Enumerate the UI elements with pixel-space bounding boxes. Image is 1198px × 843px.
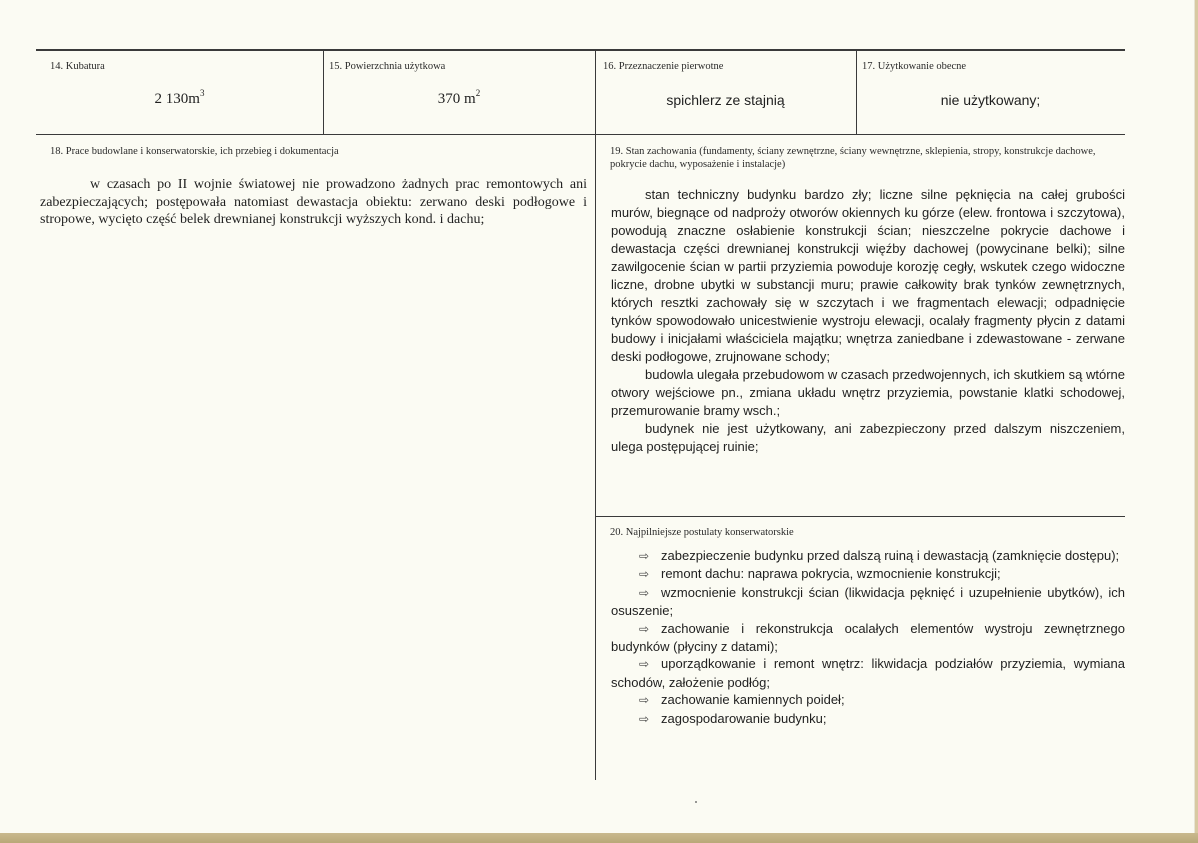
postulat-item bbox=[611, 691, 1125, 709]
postulat-item bbox=[611, 547, 1125, 565]
postulat-text: zagospodarowanie budynku; bbox=[661, 710, 827, 726]
top-rule bbox=[36, 49, 1125, 51]
powierzchnia-value bbox=[323, 88, 595, 108]
kubatura-label: 14. Kubatura bbox=[50, 61, 105, 72]
stan-paragraph-3: budynek nie jest użytkowany, ani zabezpieczony przed dalszym niszczeniem, ulega postępującej ruinie; bbox=[611, 421, 1125, 454]
postulat-text: wzmocnienie konstrukcji ścian (likwidacja pęknięć i uzupełnienie ubytków), ich osuszenie; bbox=[611, 584, 1125, 619]
prace-label: 18. Prace budowlane i konserwatorskie, ich przebieg i dokumentacja bbox=[50, 146, 339, 157]
postulat-item bbox=[611, 565, 1125, 583]
kubatura-unit-exponent: 3 bbox=[199, 88, 205, 98]
section-20-rule bbox=[595, 516, 1125, 517]
postulat-text: remont dachu: naprawa pokrycia, wzmocnienie konstrukcji; bbox=[661, 566, 1001, 582]
kubatura-value bbox=[36, 88, 323, 108]
powierzchnia-label: 15. Powierzchnia użytkowa bbox=[329, 61, 446, 72]
postulat-item bbox=[611, 710, 1125, 728]
powierzchnia-number: 370 m bbox=[437, 91, 476, 107]
paper-edge bbox=[0, 833, 1198, 843]
postulat-text: zachowanie kamiennych poideł; bbox=[661, 692, 845, 708]
arrow-right-icon: ⇨ bbox=[639, 585, 650, 600]
postulat-item bbox=[611, 655, 1125, 691]
stray-mark bbox=[695, 801, 697, 803]
stan-label: 19. Stan zachowania (fundamenty, ściany zewnętrzne, ściany wewnętrzne, sklepienia, stropy, konstrukcje dachowe, pokrycie dachu, wyposażenie i instalacje) bbox=[610, 146, 1096, 170]
postulat-item bbox=[611, 584, 1125, 620]
middle-rule bbox=[36, 134, 1125, 135]
stan-paragraph-1: stan techniczny budynku bardzo zły; liczne silne pęknięcia na całej grubości murów, biegnące od nadproży otworów okiennych ku górze (elew. frontowa i szczytowa), powodują znaczne osłabienie konstrukcji ścian; nieszczelne pokrycie dachowe i dewastacja części drewnianej konstrukcji więźby dachowej (powycinane belki); silne zawilgocenie ścian w partii przyziemia powoduje korozję cegły, wskutek czego widoczne liczne, drobne ubytki w substancji muru; prawie całkowity brak tynków zewnętrznych, których resztki zachowały się w szczytach i we fragmentach elewacji; odpadnięcie tynków spowodowało unicestwienie wystroju elewacji, ocalały fragmenty płycin z datami budowy i inicjałami właściciela majątku; wnętrza zaniedbane i zdewastowane - zerwane deski podłogowe, zrujnowane schody; bbox=[611, 187, 1125, 364]
arrow-right-icon: ⇨ bbox=[639, 549, 650, 563]
kubatura-number: 2 130m bbox=[154, 91, 200, 107]
postulaty-label: 20. Najpilniejsze postulaty konserwatorskie bbox=[610, 527, 794, 538]
arrow-right-icon: ⇨ bbox=[639, 567, 650, 582]
stan-text bbox=[611, 186, 1125, 456]
postulat-text: uporządkowanie i remont wnętrz: likwidacja podziałów przyziemia, wymiana schodów, założenie podłóg; bbox=[611, 656, 1125, 690]
stan-paragraph-2: budowla ulegała przebudowom w czasach przedwojennych, ich skutkiem są wtórne otwory wejściowe pn., zmiana układu wnętrz przyziemia, powstanie klatki schodowej, przemurowanie bramy wsch.; bbox=[611, 367, 1125, 418]
postulaty-list bbox=[611, 547, 1125, 728]
powierzchnia-unit-exponent: 2 bbox=[475, 88, 481, 98]
arrow-right-icon: ⇨ bbox=[639, 657, 650, 672]
arrow-right-icon: ⇨ bbox=[639, 711, 650, 726]
prace-text bbox=[40, 176, 587, 229]
arrow-right-icon: ⇨ bbox=[639, 621, 650, 636]
arrow-right-icon: ⇨ bbox=[639, 693, 650, 708]
przeznaczenie-value: spichlerz ze stajnią bbox=[666, 92, 785, 108]
postulat-text: zabezpieczenie budynku przed dalszą ruiną i dewastacją (zamknięcie dostępu); bbox=[661, 548, 1120, 563]
uzytkowanie-label: 17. Użytkowanie obecne bbox=[862, 61, 967, 72]
postulat-text: zachowanie i rekonstrukcja ocalałych elementów wystroju zewnętrznego budynków (płyciny z datami); bbox=[611, 620, 1125, 655]
postulat-item bbox=[611, 620, 1125, 656]
przeznaczenie-label: 16. Przeznaczenie pierwotne bbox=[603, 61, 724, 72]
prace-paragraph: w czasach po II wojnie światowej nie prowadzono żadnych prac remontowych ani zabezpieczających; postępowała natomiast dewastacja obiektu: zerwano deski podłogowe i stropowe, wycięto część belek drewnianej konstrukcji wyższych kond. i dachu; bbox=[40, 177, 587, 227]
divider-lower bbox=[595, 134, 596, 780]
uzytkowanie-value: nie użytkowany; bbox=[940, 92, 1041, 108]
